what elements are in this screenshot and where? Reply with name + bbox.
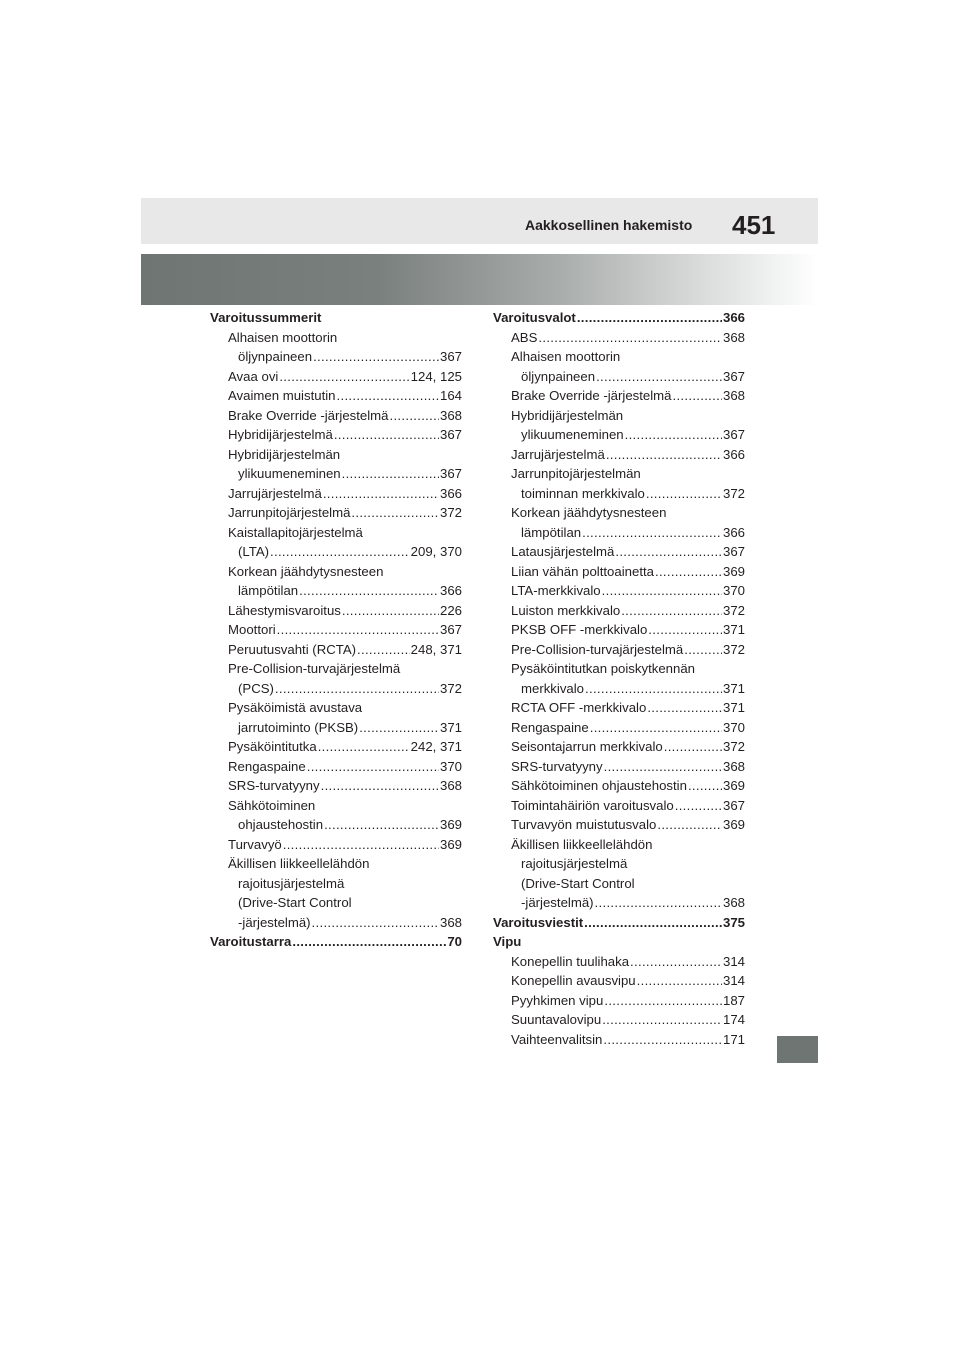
- index-entry: [210, 737, 462, 757]
- entry-page-ref: 314: [722, 973, 745, 988]
- entry-page-ref: 367: [722, 427, 745, 442]
- entry-text: ylikuumeneminen: [238, 466, 341, 481]
- entry-page-ref: 372: [722, 485, 745, 501]
- index-entry: [210, 835, 462, 855]
- index-entry: [210, 698, 462, 718]
- entry-text: Avaimen muistutin: [228, 388, 336, 403]
- dot-leader: [688, 776, 722, 796]
- entry-page-ref: 367: [722, 368, 745, 384]
- entry-text: Brake Override -järjestelmä: [228, 407, 389, 423]
- entry-text: Jarrujärjestelmä: [511, 446, 605, 462]
- index-entry: [210, 581, 462, 601]
- entry-text: Hybridijärjestelmän: [511, 407, 624, 423]
- index-entry: [493, 620, 745, 640]
- dot-leader: [630, 952, 722, 972]
- entry-page-ref: 226: [439, 602, 462, 618]
- index-entry: [210, 815, 462, 835]
- index-entry: [210, 328, 462, 348]
- entry-text: merkkivalo: [521, 680, 585, 696]
- index-heading: [210, 932, 462, 952]
- entry-page-ref: 368: [722, 388, 745, 403]
- entry-page-ref: 174: [722, 1012, 745, 1027]
- entry-text: Suuntavalovipu: [511, 1012, 602, 1027]
- dot-leader: [279, 367, 409, 387]
- entry-text: Moottori: [228, 622, 276, 637]
- index-entry: [210, 367, 462, 387]
- index-entry: [493, 796, 745, 816]
- index-entry: [210, 854, 462, 874]
- dot-leader: [590, 718, 722, 738]
- dot-leader: [313, 347, 439, 367]
- entry-text: Korkean jäähdytysnesteen: [511, 505, 667, 520]
- index-entry: [493, 581, 745, 601]
- entry-page-ref: 369: [439, 817, 462, 832]
- dot-leader: [615, 542, 722, 562]
- index-heading: [210, 308, 462, 328]
- index-entry: [210, 445, 462, 465]
- dot-leader: [625, 425, 722, 445]
- entry-text: Äkillisen liikkeellelähdön: [228, 856, 370, 871]
- index-column-left: [210, 308, 462, 952]
- entry-page-ref: 366: [722, 310, 745, 325]
- index-entry: [493, 347, 745, 367]
- entry-text: -järjestelmä): [238, 914, 311, 930]
- index-entry: [493, 562, 745, 582]
- entry-text: Liian vähän polttoainetta: [511, 563, 654, 579]
- dot-leader: [637, 971, 722, 991]
- index-entry: [493, 601, 745, 621]
- entry-text: Lähestymisvaroitus: [228, 602, 341, 618]
- index-entry: [210, 347, 462, 367]
- index-entry: [210, 757, 462, 777]
- entry-text: Varoitusviestit: [493, 914, 584, 930]
- index-entry: [493, 386, 745, 406]
- dot-leader: [277, 620, 439, 640]
- entry-text: toiminnan merkkivalo: [521, 485, 645, 501]
- entry-page-ref: 368: [722, 895, 745, 910]
- dot-leader: [655, 562, 722, 582]
- entry-page-ref: 369: [722, 563, 745, 579]
- entry-text: Pyyhkimen vipu: [511, 992, 604, 1008]
- index-entry: [493, 484, 745, 504]
- entry-text: RCTA OFF -merkkivalo: [511, 700, 647, 715]
- index-entry: [493, 854, 745, 874]
- index-entry: [210, 523, 462, 543]
- entry-text: Konepellin avausvipu: [511, 973, 636, 988]
- dot-leader: [648, 620, 722, 640]
- entry-page-ref: 372: [722, 641, 745, 657]
- dot-leader: [684, 640, 722, 660]
- entry-page-ref: 368: [439, 407, 462, 423]
- entry-page-ref: 372: [439, 505, 462, 520]
- index-entry: [210, 640, 462, 660]
- section-title: Aakkosellinen hakemisto: [525, 217, 693, 233]
- dot-leader: [324, 815, 439, 835]
- dot-leader: [602, 1010, 722, 1030]
- index-entry: [493, 464, 745, 484]
- index-heading: [493, 308, 745, 328]
- entry-page-ref: 366: [439, 583, 462, 598]
- dot-leader: [596, 367, 722, 387]
- entry-page-ref: 164: [439, 388, 462, 403]
- index-entry: [493, 952, 745, 972]
- entry-text: Vaihteenvalitsin: [511, 1031, 603, 1047]
- index-entry: [493, 328, 745, 348]
- index-entry: [210, 620, 462, 640]
- entry-text: Jarrunpitojärjestelmän: [511, 466, 641, 481]
- entry-text: Brake Override -järjestelmä: [511, 388, 672, 403]
- entry-text: PKSB OFF -merkkivalo: [511, 622, 648, 637]
- index-entry: [210, 776, 462, 796]
- index-column-right: [493, 308, 745, 1049]
- dot-leader: [299, 581, 439, 601]
- entry-text: (LTA): [238, 544, 270, 559]
- entry-page-ref: 368: [722, 329, 745, 345]
- index-entry: [493, 776, 745, 796]
- entry-page-ref: 367: [439, 349, 462, 364]
- dot-leader: [621, 601, 722, 621]
- entry-text: Hybridijärjestelmä: [228, 427, 333, 442]
- entry-page-ref: 369: [722, 778, 745, 793]
- entry-page-ref: 366: [722, 524, 745, 540]
- entry-page-ref: 367: [439, 466, 462, 481]
- index-entry: [210, 406, 462, 426]
- dot-leader: [318, 737, 410, 757]
- dot-leader: [606, 445, 722, 465]
- index-heading: [493, 913, 745, 933]
- entry-text: lämpötilan: [238, 583, 299, 598]
- decorative-gradient-bar: [141, 254, 818, 305]
- index-entry: [493, 1010, 745, 1030]
- entry-page-ref: 367: [722, 544, 745, 559]
- index-entry: [210, 425, 462, 445]
- entry-page-ref: 370: [722, 583, 745, 598]
- dot-leader: [342, 464, 439, 484]
- entry-text: Varoitusvalot: [493, 310, 576, 325]
- dot-leader: [312, 913, 439, 933]
- dot-leader: [647, 698, 722, 718]
- dot-leader: [359, 718, 439, 738]
- entry-text: ABS: [511, 329, 538, 345]
- entry-page-ref: 209, 370: [410, 544, 462, 559]
- dot-leader: [342, 601, 439, 621]
- entry-page-ref: 248, 371: [410, 641, 462, 657]
- index-entry: [493, 406, 745, 426]
- index-entry: [210, 386, 462, 406]
- dot-leader: [604, 991, 722, 1011]
- chapter-edge-tab: [777, 1036, 818, 1063]
- index-entry: [493, 698, 745, 718]
- index-entry: [493, 542, 745, 562]
- entry-page-ref: 371: [439, 719, 462, 735]
- dot-leader: [323, 484, 439, 504]
- index-entry: [210, 718, 462, 738]
- dot-leader: [584, 913, 722, 933]
- entry-text: Turvavyön muistutusvalo: [511, 817, 657, 832]
- index-entry: [493, 874, 745, 894]
- entry-text: Äkillisen liikkeellelähdön: [511, 836, 653, 852]
- entry-page-ref: 366: [439, 485, 462, 501]
- entry-text: Alhaisen moottorin: [511, 349, 621, 364]
- entry-text: Turvavyö: [228, 836, 282, 852]
- entry-text: Seisontajarrun merkkivalo: [511, 739, 663, 754]
- dot-leader: [357, 640, 410, 660]
- index-entry: [210, 542, 462, 562]
- entry-page-ref: 242, 371: [410, 739, 462, 754]
- entry-page-ref: 372: [439, 680, 462, 696]
- index-entry: [493, 659, 745, 679]
- entry-text: Pre-Collision-turvajärjestelmä: [511, 641, 684, 657]
- entry-text: jarrutoiminto (PKSB): [238, 719, 359, 735]
- entry-text: (PCS): [238, 680, 274, 696]
- dot-leader: [673, 386, 722, 406]
- entry-text: rajoitusjärjestelmä: [238, 875, 345, 891]
- index-entry: [493, 523, 745, 543]
- entry-text: Korkean jäähdytysnesteen: [228, 563, 384, 579]
- entry-page-ref: 171: [722, 1031, 745, 1047]
- dot-leader: [604, 757, 722, 777]
- entry-page-ref: 369: [722, 817, 745, 832]
- entry-page-ref: 371: [722, 680, 745, 696]
- dot-leader: [675, 796, 722, 816]
- entry-page-ref: 70: [447, 934, 462, 949]
- entry-page-ref: 375: [722, 914, 745, 930]
- index-entry: [493, 835, 745, 855]
- entry-text: Vipu: [493, 934, 522, 949]
- entry-text: -järjestelmä): [521, 895, 594, 910]
- header-band: [141, 198, 818, 244]
- entry-text: Rengaspaine: [228, 758, 306, 774]
- entry-text: rajoitusjärjestelmä: [521, 856, 628, 871]
- entry-page-ref: 314: [722, 953, 745, 969]
- index-entry: [493, 757, 745, 777]
- dot-leader: [595, 893, 722, 913]
- dot-leader: [390, 406, 439, 426]
- entry-page-ref: 367: [439, 622, 462, 637]
- entry-text: Jarrujärjestelmä: [228, 485, 322, 501]
- entry-text: lämpötilan: [521, 524, 582, 540]
- index-entry: [493, 971, 745, 991]
- index-entry: [210, 893, 462, 913]
- entry-text: Varoitussummerit: [210, 310, 322, 325]
- index-entry: [210, 484, 462, 504]
- dot-leader: [603, 1030, 722, 1050]
- entry-page-ref: 368: [439, 914, 462, 930]
- entry-text: Pysäköimistä avustava: [228, 700, 363, 715]
- index-entry: [493, 679, 745, 699]
- entry-text: Peruutusvahti (RCTA): [228, 641, 357, 657]
- entry-page-ref: 372: [722, 739, 745, 754]
- index-entry: [210, 659, 462, 679]
- dot-leader: [292, 932, 446, 952]
- entry-text: Jarrunpitojärjestelmä: [228, 505, 351, 520]
- entry-page-ref: 124, 125: [410, 368, 462, 384]
- entry-page-ref: 371: [722, 622, 745, 637]
- index-entry: [210, 503, 462, 523]
- dot-leader: [307, 757, 439, 777]
- entry-page-ref: 371: [722, 700, 745, 715]
- index-entry: [493, 503, 745, 523]
- dot-leader: [664, 737, 722, 757]
- entry-page-ref: 369: [439, 836, 462, 852]
- dot-leader: [646, 484, 722, 504]
- index-entry: [210, 464, 462, 484]
- index-entry: [493, 1030, 745, 1050]
- index-entry: [210, 679, 462, 699]
- dot-leader: [602, 581, 722, 601]
- entry-text: Hybridijärjestelmän: [228, 446, 341, 462]
- entry-text: ohjaustehostin: [238, 817, 324, 832]
- page-number: 451: [732, 210, 776, 240]
- dot-leader: [337, 386, 439, 406]
- index-entry: [493, 893, 745, 913]
- index-entry: [210, 562, 462, 582]
- index-entry: [493, 718, 745, 738]
- entry-text: (Drive-Start Control: [521, 875, 635, 891]
- entry-text: Pysäköintitutkan poiskytkennän: [511, 661, 696, 676]
- index-entry: [210, 601, 462, 621]
- index-entry: [493, 425, 745, 445]
- entry-text: Pre-Collision-turvajärjestelmä: [228, 661, 401, 676]
- entry-page-ref: 372: [722, 602, 745, 618]
- dot-leader: [334, 425, 439, 445]
- index-entry: [493, 445, 745, 465]
- entry-text: (Drive-Start Control: [238, 895, 352, 910]
- entry-page-ref: 187: [722, 992, 745, 1008]
- entry-text: Toimintahäiriön varoitusvalo: [511, 797, 674, 813]
- index-entry: [493, 815, 745, 835]
- dot-leader: [577, 308, 722, 328]
- entry-text: SRS-turvatyyny: [228, 778, 320, 793]
- entry-page-ref: 370: [722, 719, 745, 735]
- entry-page-ref: 368: [439, 778, 462, 793]
- entry-text: Rengaspaine: [511, 719, 589, 735]
- entry-text: Sähkötoiminen ohjaustehostin: [511, 778, 687, 793]
- entry-text: Kaistallapitojärjestelmä: [228, 524, 363, 540]
- entry-text: Latausjärjestelmä: [511, 544, 615, 559]
- entry-page-ref: 370: [439, 758, 462, 774]
- dot-leader: [351, 503, 439, 523]
- dot-leader: [275, 679, 439, 699]
- entry-page-ref: 366: [722, 446, 745, 462]
- entry-page-ref: 367: [722, 797, 745, 813]
- dot-leader: [585, 679, 722, 699]
- entry-text: Varoitustarra: [210, 934, 292, 949]
- index-entry: [493, 367, 745, 387]
- entry-text: Avaa ovi: [228, 368, 279, 384]
- entry-text: öljynpaineen: [521, 368, 596, 384]
- entry-text: Sähkötoiminen: [228, 797, 316, 813]
- index-heading: [493, 932, 745, 952]
- index-entry: [493, 991, 745, 1011]
- entry-text: ylikuumeneminen: [521, 427, 624, 442]
- entry-page-ref: 367: [439, 427, 462, 442]
- index-entry: [210, 913, 462, 933]
- entry-text: Luiston merkkivalo: [511, 602, 621, 618]
- index-entry: [210, 874, 462, 894]
- index-entry: [493, 640, 745, 660]
- dot-leader: [657, 815, 722, 835]
- entry-text: LTA-merkkivalo: [511, 583, 601, 598]
- index-entry: [493, 737, 745, 757]
- dot-leader: [283, 835, 439, 855]
- dot-leader: [582, 523, 722, 543]
- index-entry: [210, 796, 462, 816]
- entry-text: Konepellin tuulihaka: [511, 953, 630, 969]
- entry-page-ref: 368: [722, 758, 745, 774]
- dot-leader: [321, 776, 439, 796]
- dot-leader: [538, 328, 722, 348]
- dot-leader: [270, 542, 410, 562]
- entry-text: SRS-turvatyyny: [511, 758, 603, 774]
- entry-text: Alhaisen moottorin: [228, 329, 338, 345]
- entry-text: öljynpaineen: [238, 349, 313, 364]
- entry-text: Pysäköintitutka: [228, 739, 317, 754]
